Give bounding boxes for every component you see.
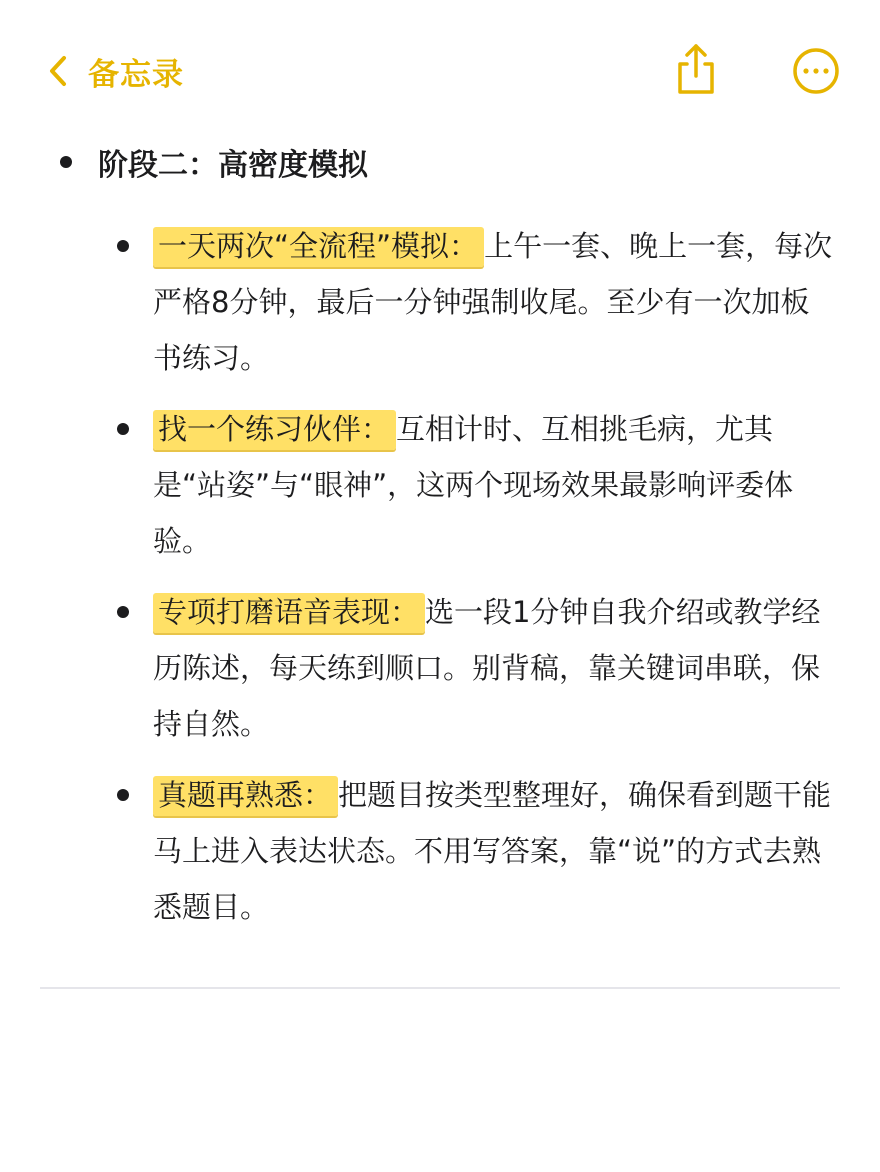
bullet — [60, 156, 72, 168]
section-heading — [60, 140, 368, 184]
bullet — [117, 789, 129, 801]
heading-text: 阶段二：高密度模拟 — [98, 148, 368, 183]
item-title-highlight: 找一个练习伙伴： — [153, 410, 396, 450]
bullet — [117, 606, 129, 618]
back-label: 备忘录 — [88, 56, 184, 93]
item-title-highlight: 真题再熟悉： — [153, 776, 338, 816]
item-text: 互相计时、互相挑毛病，尤其是“站姿”与“眼神”，这两个现场效果最影响评委体验。 — [153, 412, 794, 558]
list-item — [0, 767, 880, 935]
item-text: 选一段1分钟自我介绍或教学经历陈述，每天练到顺口。别背稿，靠关键词串联，保持自然。 — [153, 595, 821, 741]
item-text: 上午一套、晚上一套，每次严格8分钟，最后一分钟强制收尾。至少有一次加板书练习。 — [153, 229, 833, 375]
item-text: 把题目按类型整理好，确保看到题干能马上进入表达状态。不用写答案，靠“说”的方式去熟悉题目。 — [153, 778, 832, 924]
navigation-bar — [0, 0, 880, 120]
share-button[interactable] — [672, 42, 720, 96]
divider — [40, 987, 840, 989]
more-button[interactable] — [792, 47, 840, 95]
list-item — [0, 218, 880, 386]
bullet — [117, 423, 129, 435]
chevron-left-icon — [48, 54, 68, 88]
item-title-highlight: 专项打磨语音表现： — [153, 593, 425, 633]
back-button[interactable] — [48, 46, 184, 96]
list-item — [0, 584, 880, 752]
bullet — [117, 240, 129, 252]
more-ellipsis-icon — [792, 80, 840, 99]
list-item — [0, 401, 880, 569]
item-title-highlight: 一天两次“全流程”模拟： — [153, 227, 484, 267]
share-icon — [672, 81, 720, 100]
bullet-list — [0, 218, 880, 950]
